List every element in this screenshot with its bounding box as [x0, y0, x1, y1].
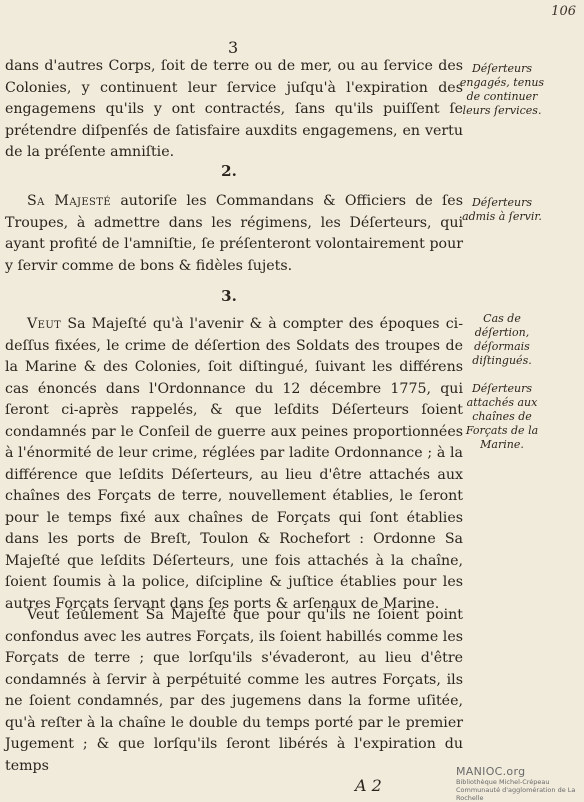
paragraph-3-text: Sa Majeſté qu'à l'avenir & à compter des époques ci-deſſus fixées, le crime de déſertion des Soldats des troupes de la Marine & des Colonies, ſoit diſtingué, ſuivant les différens cas énoncés dans l'Ordonnance du 12 décembre 1775, qui ſeront ci-après rappelés, & que leſdits Déſerteurs ſoient condamnés par le Conſeil de guerre aux peines proportionnées à l'énormité de leur crime, réglées par ladite Ordonnance ; à la différence que leſdits Déſerteurs, au lieu d'être attachés aux chaînes des Forçats de terre, nouvellement établies, le ſeront pour le temps fixé aux chaînes de Forçats qui ſont établies dans les ports de Breſt, Toulon & Rochefort : Ordonne Sa Majeſté que leſdits Déſerteurs, une fois attachés à la chaîne, ſoient ſoumis à la police, diſcipline & juſtice établies pour les autres Forçats ſervant dans ſes ports & arſenaux de Marine. [5, 316, 463, 612]
margin-note-3: Cas de déſertion, déſormais diſtingués. [472, 312, 532, 367]
paragraph-1 [5, 56, 463, 164]
paragraph-2-text: autoriſe les Commandans & Officiers de ſes Troupes, à admettre dans les régimens, les Déſerteurs, qui ayant profité de l'amniſtie, ſe préſenteront volontairement pour y ſervir comme de bons & fidèles ſujets. [5, 193, 463, 274]
paragraph-2 [5, 191, 463, 277]
paragraph-3 [5, 314, 463, 615]
margin-note-1: Déſerteurs engagés, tenus de continuer leurs ſervices. [459, 62, 545, 117]
paragraph-4 [5, 605, 463, 777]
margin-note-2: Déſerteurs admis à ſervir. [462, 196, 542, 223]
signature-mark: A 2 [355, 776, 382, 795]
footer-line-2: Communauté d'agglomération de La Rochelle [456, 786, 576, 802]
folio-number: 106 [551, 4, 576, 19]
margin-note-4: Déſerteurs attachés aux chaînes de Forçats de la Marine. [465, 382, 539, 451]
footer-line-1: Bibliothèque Michel-Crépeau [456, 778, 550, 786]
paragraph-1-text: dans d'autres Corps, ſoit de terre ou de mer, ou au ſervice des Colonies, y continuent leur ſervice juſqu'à l'expiration des engagemens qu'ils y ont contractés, ſans qu'ils puiſſent ſe prétendre diſpenſés de ſatisfaire auxdits engagemens, en vertu de la préſente amniſtie. [5, 58, 463, 160]
manioc-logo[interactable]: MANIOC.org [456, 765, 526, 778]
paragraph-3-lead: Veut [27, 316, 62, 332]
section-number-3: 3. [221, 287, 237, 305]
paragraph-4-text: Veut ſeulement Sa Majeſté que pour qu'ils ne ſoient point confondus avec les autres Forçats, ils ſoient habillés comme les Forçats de terre ; que lorſqu'ils s'évaderont, au lieu d'être condamnés à ſervir à perpétuité comme les autres Forçats, ils ne ſoient condamnés, par des jugemens dans la forme uſitée, qu'à reſter à la chaîne le double du temps porté par le premier Jugement ; & que lorſqu'ils ſeront libérés à l'expiration du temps [5, 607, 463, 774]
paragraph-2-lead: Sa Majesté [27, 193, 112, 209]
section-number-2: 2. [221, 162, 237, 180]
library-footer [456, 765, 580, 802]
page-number: 3 [228, 38, 239, 57]
